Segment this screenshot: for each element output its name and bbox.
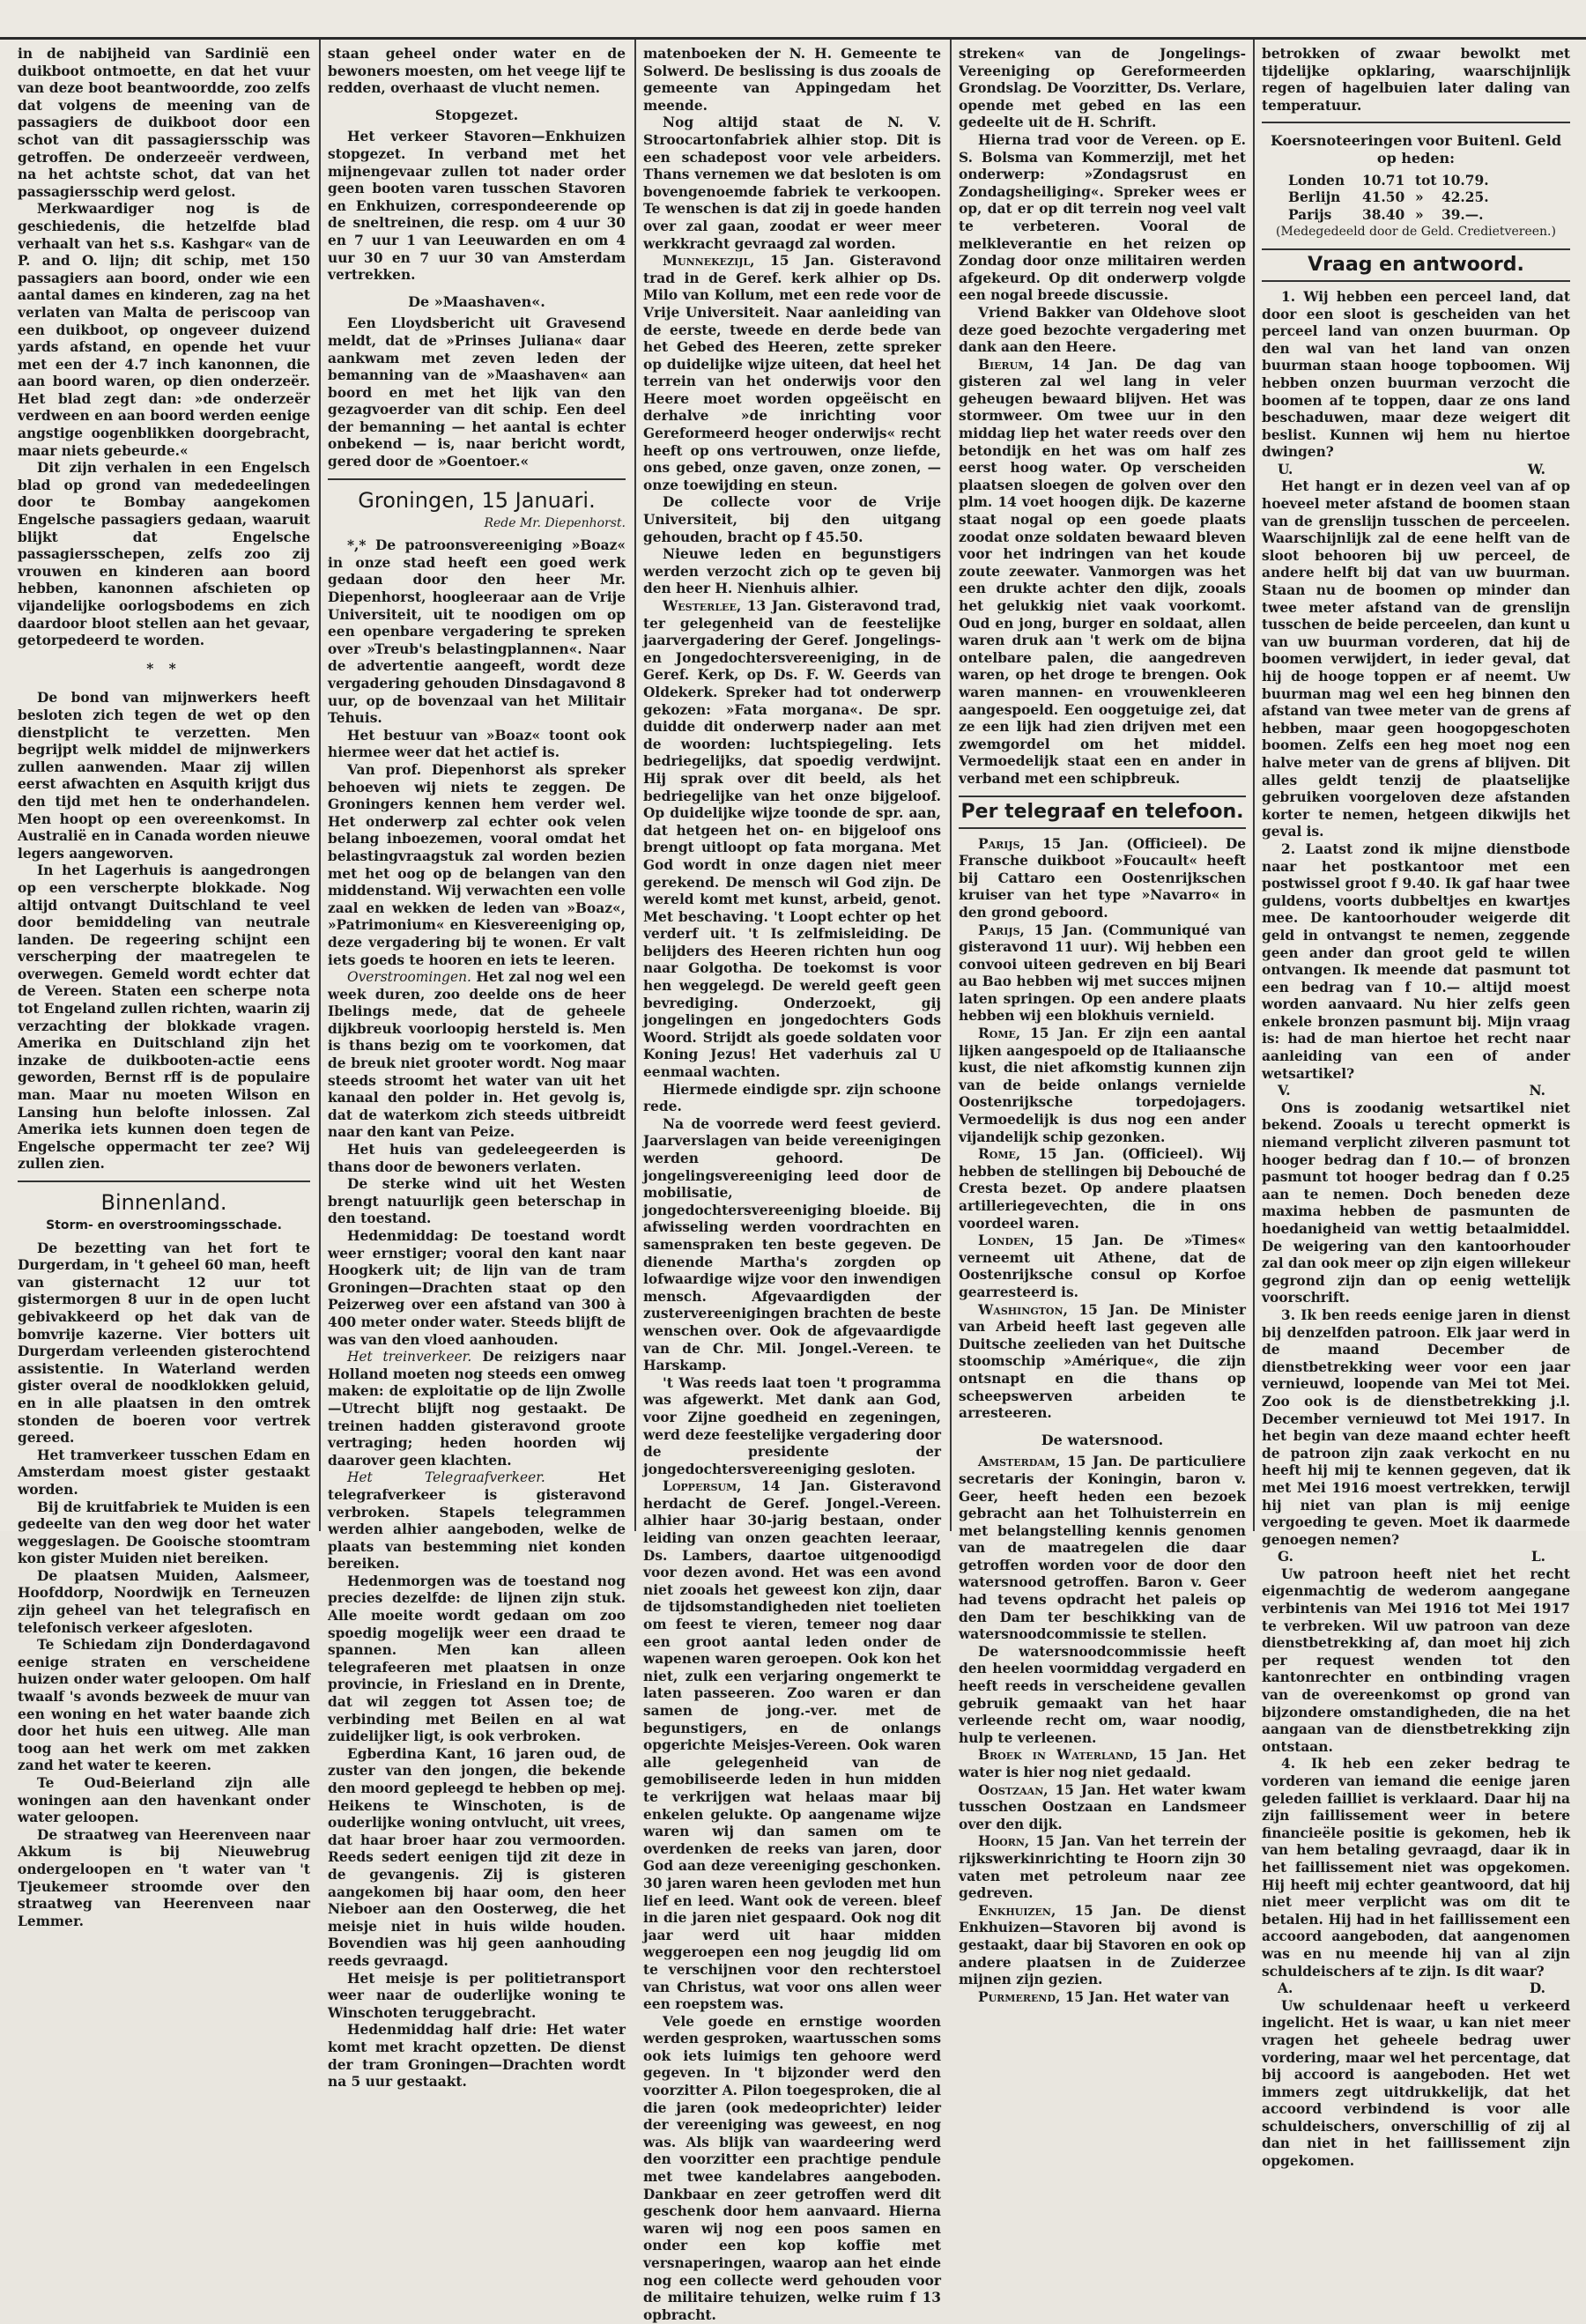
article-paragraph xyxy=(959,1025,1246,1146)
signature-row xyxy=(1262,1083,1570,1100)
boxed-heading: Vraag en antwoord. xyxy=(1262,248,1570,282)
article-paragraph xyxy=(959,1903,1246,1989)
article-paragraph xyxy=(18,460,310,650)
article-paragraph xyxy=(643,115,941,253)
paragraph-text: Het tramverkeer tusschen Edam en Amsterdam moest gister gestaakt worden. xyxy=(18,1447,310,1498)
article-paragraph xyxy=(328,1469,626,1573)
article-paragraph xyxy=(328,1228,626,1349)
article-paragraph xyxy=(328,1971,626,2023)
paragraph-text: 15 Jan. De particuliere secretaris der Koningin, baron v. Geer, heeft heden een bezoek gebracht aan het Tolhuisterrein en met belangstelling kennis genomen van de maatregelen die daar getroffen worden voor de door den watersnood getroffen. Baron v. Geer had tevens opdracht het paleis op den Dam ter beschikking van de watersnoodcommissie te stellen. xyxy=(959,1454,1246,1643)
article-paragraph xyxy=(328,537,626,728)
article-paragraph xyxy=(328,46,626,98)
paragraph-text: Het bestuur van »Boaz« toont ook hiermee weer dat het actief is. xyxy=(328,727,626,761)
paragraph-text: Hedenmiddag half drie: Het water komt met kracht opzetten. De dienst der tram Groningen—Drachten wordt na 5 uur gestaakt. xyxy=(328,2022,626,2091)
paragraph-text: Bij de kruitfabriek te Muiden is een gedeelte van den weg door het water weggeslagen. De Gooische stoomtram kon gister Muiden niet bereiken. xyxy=(18,1499,310,1567)
rate-cell: 39.—. xyxy=(1441,206,1484,223)
paragraph-text: Dit zijn verhalen in een Engelsch blad op grond van mededeelingen door te Bombay aangekomen Engelsche passagiers gedaan, waaruit blijkt dat Engelsche passagiersschepen, zelfs zoo zij vrouwen en kinderen aan boord hebben, kanonnen afschieten op vijandelijke oorlogsbodems en zich daardoor bloot stellen aan het gevaar, getorpedeerd te worden. xyxy=(18,460,310,649)
dateline: Parijs, xyxy=(978,835,1025,852)
paragraph-text: De plaatsen Muiden, Aalsmeer, Hoofddorp, Noordwijk en Terneuzen zijn geheel van het telegrafisch en telefonisch verkeer afgesloten. xyxy=(18,1567,310,1636)
paragraph-text: Een Lloydsbericht uit Gravesend meldt, dat de »Prinses Juliana« daar aankwam met zeven leden der bemanning van de »Maashaven« aan boord en met het lijk van den gezagvoerder van dit schip. Een deel der bemanning — het aantal is echter onbekend — is, naar bericht wordt, gered door de »Goentoer.« xyxy=(328,315,626,470)
column-1 xyxy=(18,46,310,1929)
byline: Rede Mr. Diepenhorst. xyxy=(484,515,626,530)
signature-initial: L. xyxy=(1530,1549,1545,1565)
article-paragraph xyxy=(1262,46,1570,115)
article-paragraph xyxy=(643,1375,941,1479)
column-rule xyxy=(319,40,321,1531)
article-paragraph xyxy=(328,969,626,1142)
paragraph-lead: Overstroomingen. xyxy=(347,969,471,986)
article-paragraph xyxy=(1262,1998,1570,2171)
column-3 xyxy=(643,46,941,2323)
exchange-rates-table xyxy=(1262,173,1570,225)
paragraph-text: 15 Jan. Het water is hier nog niet gedaald. xyxy=(959,1747,1246,1780)
rate-cell: » xyxy=(1415,206,1424,223)
article-paragraph xyxy=(1262,1307,1570,1549)
section-heading: De »Maashaven«. xyxy=(408,292,545,310)
article-paragraph xyxy=(18,201,310,460)
article-paragraph xyxy=(328,129,626,284)
paragraph-text: Uw patroon heeft niet het recht eigenmachtig de wederom aangegane verbintenis van Mei 1916 tot Mei 1917 te verbreken. Wil uw patroon van deze dienstbetrekking af, dan moet hij zich per request wenden tot den kantonrechter en ontbinding vragen van de overeenkomst op grond van bijzondere omstandigheden, die na het aangaan van de dienstbetrekking zijn ontstaan. xyxy=(1262,1565,1570,1755)
article-paragraph xyxy=(959,1747,1246,1781)
article-paragraph xyxy=(18,862,310,1173)
paragraph-text: Merkwaardiger nog is de geschiedenis, die hetzelfde blad verhaalt van het s.s. Kashgar« van de P. and O. lijn; dit schip, met 150 passagiers aan boord, onder wie een aantal dames en kinderen, zag na het verlaten van Malta de periscoop van een duikboot, op ongeveer duizend yards afstand, en opende het vuur met een der 4.7 inch kanonnen, die aan boord waren, op dien onderzeër. Het blad zegt dan: »de onderzeër verdween en aan boord werden eenige angstige oogenblikken doorgebracht, maar niets gebeurde.« xyxy=(18,201,310,459)
paragraph-text: De reizigers naar Holland moeten nog steeds een omweg maken: de exploitatie op de lijn Zwolle—Utrecht blijft nog gestaakt. De treinen hadden gisteravond groote vertraging; heden hoorden wij daarover geen klachten. xyxy=(328,1349,626,1469)
paragraph-text: Hiermede eindigde spr. zijn schoone rede. xyxy=(643,1081,941,1115)
dateline: Westerlee, xyxy=(663,598,742,614)
article-paragraph xyxy=(959,836,1246,922)
article-paragraph xyxy=(18,1775,310,1827)
paragraph-text: 14 Jan. Gisteravond herdacht de Geref. Jongel.-Vereen. alhier haar 30-jarig bestaan, onder leiding van onzen geachten leeraar, Ds. Lambers, daartoe uitgenoodigd voor dezen avond. Het was een avond niet zooals het geweest kon zijn, daar de tijdsomstandigheden niet toelieten om feest te vieren, temeer nog daar een groot aantal leden onder de wapenen waren geroepen. Ook kon het niet, zulk een verjaring ongemerkt te laten passeeren. Zoo waren er dan samen de jong.-ver. met de begunstigers, en de onlangs opgerichte Meisjes-Vereen. Ook waren alle gelegenheid van de gemobiliseerde leden in hun midden te verkrijgen wat helaas maar bij enkelen gelukte. Op aangename wijze waren wij dan samen om te overdenken de reeks van jaren, door God aan deze vereeniging geschonken. 30 jaren waren heen gevloden met hun lief en leed. Want ook de vereen. bleef in die jaren niet gespaard. Ook nog dit jaar werd uit haar midden weggeroepen een nog jeugdig lid om te verschijnen voor den rechterstoel van Christus, wat voor ons allen weer een roepstem was. xyxy=(643,1478,941,2013)
article-paragraph xyxy=(18,1499,310,1568)
dateline: Loppersum, xyxy=(663,1478,742,1495)
paragraph-text: Vriend Bakker van Oldehove sloot deze goed bezochte vergadering met dank aan den Heere. xyxy=(959,304,1246,356)
paragraph-text: Het meisje is per politietransport weer naar de ouderlijke woning te Winschoten teruggebracht. xyxy=(328,1970,626,2021)
article-paragraph xyxy=(328,762,626,969)
rate-cell: Berlijn xyxy=(1288,189,1341,206)
dateline: Londen, xyxy=(978,1232,1034,1249)
top-rule xyxy=(0,37,1586,40)
article-paragraph xyxy=(328,315,626,470)
paragraph-text: betrokken of zwaar bewolkt met tijdelijke opklaring, waarschijnlijk regen of hagelbuien later daling van temperatuur. xyxy=(1262,46,1570,114)
dateline: Enkhuizen, xyxy=(978,1902,1056,1919)
paragraph-text: Het telegrafverkeer is gisteravond verbroken. Stapels telegrammen werden alhier aangeboden, welke de plaats van bestemming niet konden bereiken. xyxy=(328,1469,626,1573)
article-paragraph xyxy=(1262,1756,1570,1980)
signature-row xyxy=(1262,1980,1570,1998)
separator-rule xyxy=(18,1181,310,1182)
section-title: Binnenland. xyxy=(100,1190,227,1215)
article-paragraph xyxy=(959,1232,1246,1301)
paragraph-text: 15 Jan. (Officieel). De Fransche duikboot »Foucault« heeft bij Cattaro een Oostenrijkschen kruiser van het type »Navarro« in den grond geboord. xyxy=(959,835,1246,921)
dateline: Amsterdam, xyxy=(978,1454,1061,1470)
article-paragraph xyxy=(18,690,310,862)
paragraph-text: matenboeken der N. H. Gemeente te Solwerd. De beslissing is dus zooals de gemeente van Appingedam het meende. xyxy=(643,46,941,114)
paragraph-text: 15 Jan. De Minister van Arbeid heeft last gegeven alle Duitsche zeelieden van het Duitsche stoomschip »Amérique«, die zijn ontsnapt en die thans op scheepswerven arbeiden te arresteeren. xyxy=(959,1301,1246,1422)
column-5 xyxy=(1262,46,1570,2170)
article-paragraph xyxy=(328,1573,626,1746)
paragraph-text: De sterke wind uit het Westen brengt natuurlijk geen beterschap in den toestand. xyxy=(328,1176,626,1227)
signature-row xyxy=(1262,462,1570,479)
paragraph-text: Het huis van gedeleegeerden is thans door de bewoners verlaten. xyxy=(328,1142,626,1175)
article-paragraph xyxy=(328,1746,626,1971)
paragraph-text: Het zal nog wel een week duren, zoo deelde ons de heer Ibelings mede, dat de geheele dijkbreuk voorloopig hersteld is. Men is thans bezig om te voorkomen, dat de breuk niet grooter wordt. Nog maar steeds stroomt het water van uit het kanaal den polder in. Het gevolg is, dat de waterkom zich steeds uitbreidt naar den kant van Peize. xyxy=(328,969,626,1141)
dateline: Oostzaan, xyxy=(978,1781,1049,1798)
dateline: Washington, xyxy=(978,1301,1068,1318)
article-paragraph xyxy=(959,305,1246,357)
article-paragraph xyxy=(18,46,310,201)
paragraph-text: Hierna trad voor de Vereen. op E. S. Bolsma van Kommerzijl, met het onderwerp: »Zondagsrust en Zondagsheiliging«. Spreker wees er op, dat er op dit terrein nog veel valt te verbeteren. Vooral de melkleverantie en het reizen op Zondag door onze militairen werden afgekeurd. Op dit onderwerp volgde een nogal breede discussie. xyxy=(959,131,1246,304)
article-paragraph xyxy=(1262,478,1570,840)
article-paragraph xyxy=(643,46,941,115)
section-title: Groningen, 15 Januari. xyxy=(358,487,596,513)
article-paragraph xyxy=(959,46,1246,132)
article-paragraph xyxy=(328,1349,626,1469)
column-rule xyxy=(950,40,952,1531)
paragraph-text: 15 Jan. De dienst Enkhuizen—Stavoren bij avond is gestaakt, daar bij Stavoren en ook op andere plaatsen in de Zuiderzee mijnen zijn gezien. xyxy=(959,1902,1246,1988)
section-break: * * xyxy=(146,660,182,677)
article-paragraph xyxy=(18,1447,310,1499)
column-rule xyxy=(634,40,636,1531)
article-paragraph xyxy=(1262,841,1570,1083)
article-paragraph xyxy=(643,1082,941,1116)
section-heading: Koersnoteeringen voor Buitenl. Geld op heden: xyxy=(1270,132,1561,167)
article-paragraph xyxy=(959,1302,1246,1423)
rate-cell: 10.79. xyxy=(1441,172,1489,189)
paragraph-text: 15 Jan. Het water kwam tusschen Oostzaan en Landsmeer over den dijk. xyxy=(959,1781,1246,1832)
paragraph-text: Ons is zoodanig wetsartikel niet bekend. Zooals u terecht opmerkt is niemand verplicht zilveren pasmunt tot hooger bedrag dan f 10.— of bronzen pasmunt tot hooger bedrag dan f 0.25 aan te nemen. Doch beneden deze maxima hebben de pasmunten de hoedanigheid van wettig betaalmiddel. De weigering van den kantoorhouder zal dan ook meer op zijn eigen willekeur gegrond zijn dan op eenig wettelijk voorschrift. xyxy=(1262,1099,1570,1306)
rate-cell: 38.40 xyxy=(1362,206,1405,223)
article-paragraph xyxy=(643,1116,941,1375)
paragraph-text: Nog altijd staat de N. V. Stroocartonfabriek alhier stop. Dit is een schadepost voor vele arbeiders. Thans vernemen we dat besloten is om bovengenoemde fabriek te verkoopen. Te wenschen is dat zij in goede handen over zal gaan, zoodat er weer meer werkkracht gevraagd zal worden. xyxy=(643,115,941,252)
article-paragraph xyxy=(328,2022,626,2091)
article-paragraph xyxy=(959,1989,1246,2007)
signature-row xyxy=(1262,1549,1570,1566)
paragraph-text: Te Schiedam zijn Donderdagavond eenige straten en verscheidene huizen onder water geloopen. Om half twaalf 's avonds bezweek de muur van een woning en het water baande zich door het huis een uitweg. Alle man toog aan het werk om met zakken zand het water te keeren. xyxy=(18,1637,310,1774)
boxed-heading: Per telegraaf en telefoon. xyxy=(959,796,1246,829)
paragraph-text: De bond van mijnwerkers heeft besloten zich tegen de wet op den dienstplicht te verzetten. Men begrijpt welk middel de mijnwerkers zullen aanwenden. Maar zij willen eerst afwachten en Asquith krijgt dus den tijd met hen te onderhandelen. Men hoopt op een overeenkomst. In Australië en in Canada worden nieuwe legers aangeworven. xyxy=(18,690,310,862)
column-4 xyxy=(959,46,1246,2005)
rate-cell: 10.71 xyxy=(1362,172,1405,189)
dateline: Broek in Waterland, xyxy=(978,1747,1138,1764)
article-paragraph xyxy=(328,728,626,762)
paragraph-text: Hedenmiddag: De toestand wordt weer ernstiger; vooral den kant naar Hoogkerk uit; de lijn van de tram Groningen—Drachten staat op den Peizerweg over een afstand van 300 à 400 meter onder water. Steeds blijft de was van den vloed aanhouden. xyxy=(328,1228,626,1348)
article-paragraph xyxy=(959,132,1246,305)
paragraph-text: 2. Laatst zond ik mijne dienstbode naar het postkantoor met een postwissel groot f 9.40. Ik gaf haar twee guldens, voorts dubbeltjes en kwartjes mee. De kantoorhouder weigerde dit geld in ontvangst te nemen, zeggende geen ander dan groot geld te willen ontvangen. Ik meende dat pasmunt tot een bedrag van f 10.— altijd moest worden aanvaard. Nu hier zelfs geen enkele bronzen pasmunt bij. Mijn vraag is: had de man hiertoe het recht naar aanleiding van een of ander wetsartikel? xyxy=(1262,840,1570,1082)
paragraph-text: In het Lagerhuis is aangedrongen op een verscherpte blokkade. Nog altijd ontvangt Duitschland te veel door bemiddeling van neutrale landen. De regeering schijnt een verscherping der maatregelen te overwegen. Gemeld wordt echter dat de Vereen. Staten een scherpe nota tot Engeland zullen richten, waarin zij verzachting der blokkade vragen. Amerika en Duitschland zijn het inzake de duikbooten-actie eens geworden, Bernst rff is de populaire man. Maar nu moeten Wilson en Lansing hun belofte inlossen. Zal Amerika iets kunnen doen tegen de Engelsche oppermacht ter zee? Wij zullen zien. xyxy=(18,862,310,1173)
source-note: (Medegedeeld door de Geld. Credietvereen.) xyxy=(1276,225,1556,240)
paragraph-text: *,* De patroonsvereeniging »Boaz« in onze stad heeft een goed werk gedaan door den heer Mr. Diepenhorst, hoogleeraar aan de Vrije Universiteit, uit te noodigen om op een openbare vergadering te spreken over »Treub's belastingplannen«. Naar de advertentie aangeeft, wordt deze vergadering gehouden Dinsdagavond 8 uur, op de bovenzaal van het Militair Tehuis. xyxy=(328,537,626,727)
paragraph-text: Te Oud-Beierland zijn alle woningen aan den havenkant onder water geloopen. xyxy=(18,1775,310,1826)
separator-rule xyxy=(328,478,626,480)
paragraph-text: Vele goede en ernstige woorden werden gesproken, waartusschen soms ook iets luimigs ten gehoore werd gegeven. In 't bijzonder werd den voorzitter A. Pilon toegesproken, die al die jaren (ook medeoprichter) leider der vereeniging was geweest, en nog was. Als blijk van waardeering werd den voorzitter een prachtige pendule met twee kandelabres aangeboden. Dankbaar en zeer getroffen werd dit geschenk door hem aanvaard. Hierna waren wij nog een poos samen en onder een kop koffie met versnaperingen, waarop aan het einde nog een collecte werd gehouden voor de militaire tehuizen, welke ruim f 13 opbracht. xyxy=(643,2013,941,2323)
dateline: Rome, xyxy=(978,1025,1021,1042)
article-paragraph xyxy=(328,1176,626,1228)
exchange-rate-row xyxy=(1288,207,1570,225)
paragraph-lead: Het treinverkeer. xyxy=(347,1349,472,1366)
signature-initial: G. xyxy=(1278,1549,1293,1565)
signature-initial: U. xyxy=(1278,461,1293,477)
article-paragraph xyxy=(1262,1100,1570,1307)
signature-initial: D. xyxy=(1529,1980,1545,1997)
paragraph-text: 15 Jan. (Communiqué van gisteravond 11 uur). Wij hebben een convooi uiteen gedreven en bij Beari au Bao hebben wij met succes mijnen laten springen. Op een andere plaats hebben wij een blokhuis vernield. xyxy=(959,921,1246,1025)
paragraph-text: Het verkeer Stavoren—Enkhuizen stopgezet. In verband met het mijnengevaar zullen tot nader order geen booten varen tusschen Stavoren en Enkhuizen, correspondeerende op de sneltreinen, die resp. om 4 uur 30 en 7 uur 1 van Leeuwarden en om 4 uur 30 en 7 uur 30 van Amsterdam vertrekken. xyxy=(328,129,626,284)
article-paragraph xyxy=(643,253,941,494)
signature-initial: A. xyxy=(1278,1980,1293,1997)
paragraph-text: 1. Wij hebben een perceel land, dat door een sloot is gescheiden van het perceel land van onzen buurman. Op den wal van het land van onzen buurman staan hooge topboomen. Wij hebben onzen buurman verzocht die boomen af te toppen, daar ze ons land beschaduwen, maar deze weigert dit beslist. Kunnen wij hem nu hiertoe dwingen? xyxy=(1262,288,1570,461)
article-paragraph xyxy=(959,1782,1246,1834)
article-paragraph xyxy=(1262,1566,1570,1757)
paragraph-text: Uw schuldenaar heeft u verkeerd ingelicht. Het is waar, u kan niet meer vragen het geheele bedrag uwer vordering, maar wel het percentage, dat bij accoord is aangeboden. Het wet immers zegt uitdrukkelijk, dat het accoord verbindend is voor alle schuldeischers, onverschillig of zij al dan niet in het faillissement zijn opgekomen. xyxy=(1262,1997,1570,2170)
rate-cell: 42.25. xyxy=(1441,189,1489,206)
paragraph-text: 14 Jan. De dag van gisteren zal wel lang in veler geheugen bewaard blijven. Het was stormweer. Om twee uur in den middag liep het water reeds over den betondijk en het was om half zes eerst hoog water. Op verscheiden plaatsen sloegen de golven over den plm. 14 voet hoogen dijk. De kazerne staat nogal op een goede plaats zoodat onze soldaten bewaard bleven voor het indringen van het koude zoute zeewater. Vanmorgen was het een drukte achter den dijk, zooals het gelukkig niet vaak voorkomt. Oud en jong, burger en soldaat, allen waren druk aan 't werk om de bijna ontelbare palen, die aangedreven waren, op het droge te brengen. Ook waren mannen- en vrouwenkleeren aangespoeld. Een ooggetuige zei, dat ze een lijk had zien drijven met een zwemgordel om het middel. Vermoedelijk staat een en ander in verband met een schipbreuk. xyxy=(959,356,1246,787)
paragraph-text: 15 Jan. De »Times« verneemt uit Athene, dat de Oostenrijksche consul op Korfoe gearresteerd is. xyxy=(959,1232,1246,1300)
article-paragraph xyxy=(328,1142,626,1176)
paragraph-text: 3. Ik ben reeds eenige jaren in dienst bij denzelfden patroon. Elk jaar werd in de maand December de dienstbetrekking weer voor een jaar vernieuwd, loopende van Mei tot Mei. Zoo ook is de dienstbetrekking j.l. December vernieuwd tot Mei 1917. In het begin van deze maand echter heeft de patroon zijn zaak verkocht en nu heeft hij mij te kennen gegeven, dat ik met Mei 1916 moest vertrekken, terwijl hij niet van plan is mij eenige vergoeding te geven. Moet ik daarmede genoegen nemen? xyxy=(1262,1306,1570,1548)
rate-cell: » xyxy=(1415,189,1424,206)
paragraph-text: De collecte voor de Vrije Universiteit, bij den uitgang gehouden, bracht op f 45.50. xyxy=(643,494,941,545)
dateline: Purmerend, xyxy=(978,1988,1061,2005)
signature-initial: N. xyxy=(1529,1083,1545,1099)
article-paragraph xyxy=(959,1644,1246,1748)
dateline: Munnekezijl, xyxy=(663,253,755,270)
paragraph-text: Het hangt er in dezen veel van af op hoeveel meter afstand de boomen staan van de grenslijn tusschen de perceelen. Waarschijnlijk zal de eene helft van de sloot behooren bij uw perceel, de andere helft bij dat van uw buurman. Staan nu de boomen op minder dan twee meter afstand van de grenslijn tusschen de beide perceelen, dan kunt u van uw buurman vorderen, dat hij de boomen verwijdert, in ieder geval, dat hij de hooge toppen er af neemt. Uw buurman mag wel een heg binnen den afstand van twee meter van de grens af hebben, maar geen hoogopgeschoten boomen. Zelfs een heg moet nog een halve meter van de grens af blijven. Dit alles geldt tenzij de plaatselijke gebruiken voorgeloven deze afstanden korter te nemen, hetgeen dikwijls het geval is. xyxy=(1262,478,1570,840)
article-paragraph xyxy=(959,1146,1246,1232)
dateline: Bierum, xyxy=(978,356,1034,373)
section-heading: De watersnood. xyxy=(1041,1431,1164,1448)
rate-cell: 41.50 xyxy=(1362,189,1405,206)
rate-cell: Londen xyxy=(1288,172,1345,189)
article-paragraph xyxy=(959,922,1246,1026)
dateline: Hoorn, xyxy=(978,1833,1030,1850)
paragraph-text: 4. Ik heb een zeker bedrag te vorderen van iemand die eenige jaren geleden failliet is verklaard. Daar hij na zijn faillissement weer in betere financieële positie is gekomen, heb ik van hem betaling gevraagd, daar ik in het faillissement niet was opgekomen. Hij heeft mij echter geantwoord, dat hij niet meer verplicht was om dit te betalen. Hij had in het faillissement een accoord aangeboden, dat aangenomen was en nu meende hij van al zijn schuldeischers af te zijn. Is dit waar? xyxy=(1262,1756,1570,1980)
column-rule xyxy=(1253,40,1255,1531)
section-subtitle: Storm- en overstroomingsschade. xyxy=(46,1218,282,1232)
paragraph-text: in de nabijheid van Sardinië een duikboot ontmoette, en dat het vuur van deze boot beantwoordde, zoo zelfs dat volgens de meening van de passagiers de duikboot door een schot van dit passagiersschip was getroffen. De onderzeeër verdween, na het achtste schot, dat van het passagiersschip werd gelost. xyxy=(18,46,310,200)
paragraph-text: Nieuwe leden en begunstigers werden verzocht zich op te geven bij den heer H. Nienhuis alhier. xyxy=(643,546,941,597)
rate-cell: Parijs xyxy=(1288,206,1332,223)
article-paragraph xyxy=(18,1827,310,1931)
article-paragraph xyxy=(18,1568,310,1637)
paragraph-text: 15 Jan. Het water van xyxy=(1060,1988,1230,2005)
section-heading: Stopgezet. xyxy=(434,106,519,123)
paragraph-text: Hedenmorgen was de toestand nog precies dezelfde: de lijnen zijn stuk. Alle moeite wordt gedaan om zoo spoedig mogelijk weer een draad te spannen. Men kan alleen telegrafeeren met plaatsen in onze provincie, in Friesland en in Drente, dat wil zeggen tot Assen toe; de verbinding met Beilen en al wat zuidelijker ligt, is ook verbroken. xyxy=(328,1573,626,1745)
column-2 xyxy=(328,46,626,2091)
article-paragraph xyxy=(959,1454,1246,1644)
paragraph-text: De watersnoodcommissie heeft den heelen voormiddag vergaderd en heeft reeds in verscheidene gevallen gebruik gemaakt van het haar verleende recht om, waar noodig, hulp te verleenen. xyxy=(959,1643,1246,1746)
paragraph-text: 15 Jan. Van het terrein der rijkswerkinrichting te Hoorn zijn 30 vaten met petroleum naar zee gedreven. xyxy=(959,1833,1246,1902)
article-paragraph xyxy=(959,1833,1246,1902)
paragraph-text: 't Was reeds laat toen 't programma was afgewerkt. Met dank aan God, voor Zijne goedheid en zegeningen, werd deze feestelijke vergadering door de presidente der jongedochtersvereeniging gesloten. xyxy=(643,1374,941,1477)
signature-initial: V. xyxy=(1278,1083,1291,1099)
paragraph-text: 15 Jan. Er zijn een aantal lijken aangespoeld op de Italiaansche kust, die niet afkomstig kunnen zijn van de beide onlangs vernielde Oostenrijksche torpedojagers. Vermoedelijk is dus nog een ander vijandelijk schip gezonken. xyxy=(959,1025,1246,1145)
exchange-rate-row xyxy=(1288,173,1570,190)
article-paragraph xyxy=(18,1240,310,1447)
signature-initial: W. xyxy=(1527,461,1545,477)
article-paragraph xyxy=(18,1637,310,1775)
exchange-rate-row xyxy=(1288,189,1570,207)
paragraph-text: Na de voorrede werd feest gevierd. Jaarverslagen van beide vereenigingen werden gehoord. De jongelingsvereeniging leed door de mobilisatie, de jongedochtersvereeniging bloeide. Bij afwisseling werden voordrachten en samenspraken ten beste gegeven. De dienende Martha's zorgden op lofwaardige wijze voor den inwendigen mensch. Afgevaardigden der zustervereenigingen brachten de beste wenschen over. Ook de afgevaardigde van de Chr. Mil. Jongel.-Vereen. te Harskamp. xyxy=(643,1115,941,1374)
paragraph-text: streken« van de Jongelings-Vereeniging op Gereformeerden Grondslag. De Voorzitter, Ds. Verlare, opende met gebed en las een gedeelte uit de H. Schrift. xyxy=(959,46,1246,131)
article-paragraph xyxy=(959,357,1246,788)
paragraph-lead: Het Telegraafverkeer. xyxy=(347,1469,545,1486)
paragraph-text: De straatweg van Heerenveen naar Akkum is bij Nieuwebrug ondergeloopen en 't water van 't Tjeukemeer stroomde over den straatweg van Heerenveen naar Lemmer. xyxy=(18,1826,310,1929)
separator-rule xyxy=(1262,122,1570,123)
article-paragraph xyxy=(643,1478,941,2013)
rate-cell: tot xyxy=(1415,172,1437,189)
dateline: Rome, xyxy=(978,1146,1021,1163)
dateline: Parijs, xyxy=(978,921,1025,938)
paragraph-text: 15 Jan. Gisteravond trad in de Geref. kerk alhier op Ds. Milo van Kollum, met een rede voor de Vrije Universiteit. Naar aanleiding van de eerste, tweede en derde bede van het Gebed des Heeren, zette spreker op duidelijke wijze uiteen, dat heel het terrein van het onderwijs voor den Heere moet worden opgeëischt en derhalve »de inrichting voor Gereformeerd heoger onderwijs« recht heeft op ons vertrouwen, onze liefde, ons gebed, onze gaven, onze zonen, — onze toewijding en steun. xyxy=(643,253,941,493)
paragraph-text: Van prof. Diepenhorst als spreker behoeven wij niets te zeggen. De Groningers kennen hem verder wel. Het onderwerp zal echter ook velen belang inboezemen, vooral omdat het belastingvraagstuk zal worden bezien met het oog op de belangen van den middenstand. Wij verwachten een volle zaal en wekken de leden van »Boaz«, »Patrimonium« en Kiesvereeniging op, deze vergadering bij te wonen. Er valt iets goeds te hooren en iets te leeren. xyxy=(328,761,626,968)
article-paragraph xyxy=(643,546,941,598)
paragraph-text: De bezetting van het fort te Durgerdam, in 't geheel 60 man, heeft van gisternacht 12 uur tot gistermorgen 8 uur in de open lucht gebivakkeerd op het dak van de bomvrije kazerne. Vier botters uit Durgerdam verleenden gisterochtend assistentie. In Waterland werden gister overal de noodklokken geluid, en in alle plaatsen in den omtrek stonden de boeren voor vertrek gereed. xyxy=(18,1240,310,1447)
article-paragraph xyxy=(1262,289,1570,462)
paragraph-text: 13 Jan. Gisteravond trad, ter gelegenheid van de feestelijke jaarvergadering der Geref. Jongelings- en Jongedochtersvereeniging, in de Geref. Kerk, op Ds. F. W. Geerds van Oldekerk. Spreker had tot onderwerp gekozen: »Fata morgana«. De spr. duidde dit onderwerp nader aan met de woorden: luchtspiegeling. Iets bedriegelijks, dat spoedig verdwijnt. Hij sprak over dit beeld, als het bedriegelijke van het onze bijgeloof. Op duidelijke wijze toonde de spr. aan, dat hetgeen het on- en bijgeloof ons brengt uitloopt op fata morgana. Met God wordt in onze dagen niet meer gerekend. De mensch wil God zijn. De wereld komt met kunst, arbeid, genot. Met beschaving. 't Loopt echter op het verderf uit. 't Is zelfmisleiding. De belijders des Heeren richten hun oog naar Golgotha. De toekomst is voor hen weggelegd. De wereld geeft geen bevrediging. Onderzoekt, gij jongelingen en jongedochters Gods Woord. Strijdt als goede soldaten voor Koning Jezus! Het vaderhuis zal U eenmaal wachten. xyxy=(643,598,941,1081)
article-paragraph xyxy=(643,494,941,546)
paragraph-text: staan geheel onder water en de bewoners moesten, om het veege lijf te redden, overhaast de vlucht nemen. xyxy=(328,46,626,97)
paragraph-text: Egberdina Kant, 16 jaren oud, de zuster van den jongen, die bekende den moord gepleegd te hebben op mej. Heikens te Winschoten, is de ouderlijke woning ontvlucht, uit vrees, dat haar broer haar zou vermoorden. Reeds sedert eenigen tijd zit deze in de gevangenis. Zij is gisteren aangekomen bij haar oom, den heer Nieboer aan den Oosterweg, die het meisje niet in huis wilde houden. Bovendien was hij geen aanhouding reeds gevraagd. xyxy=(328,1745,626,1969)
article-paragraph xyxy=(643,2014,941,2324)
article-paragraph xyxy=(643,598,941,1082)
paragraph-text: 15 Jan. (Officieel). Wij hebben de stellingen bij Debouché de Cresta bezet. Op andere plaatsen artilleriegevechten, die in ons voordeel waren. xyxy=(959,1146,1246,1232)
